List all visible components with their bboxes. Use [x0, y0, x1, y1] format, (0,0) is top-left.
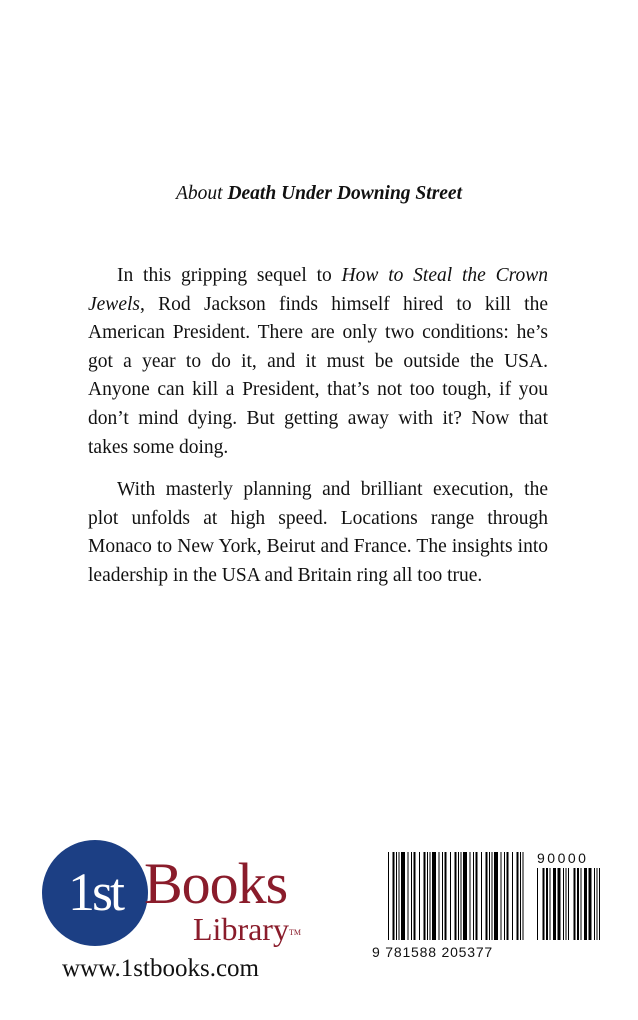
barcode-addon-digits: 90000 — [537, 850, 589, 866]
barcode-bar — [489, 852, 490, 940]
barcode-bar — [568, 868, 569, 940]
barcode-bar — [393, 852, 395, 940]
blurb-rest: , Rod Jackson finds himself hired to kill the American President. There are only two conditions: he’s got a year to do it, and it must be outside the USA. Anyone can kill a President, that’s not too tough, if you don’t mind dying. But getting away with it? Now that takes some doing. — [88, 293, 548, 458]
barcode-bar — [424, 852, 426, 940]
barcode-bar — [455, 852, 457, 940]
barcode-isbn-digits: 9 781588 205377 — [372, 944, 493, 960]
barcode-bar — [445, 852, 447, 940]
barcode-bar — [396, 852, 397, 940]
barcode-bar — [414, 852, 416, 940]
barcode-bar — [577, 868, 579, 940]
barcode-bar — [473, 852, 474, 940]
logo-library-row — [193, 912, 301, 946]
barcode-bar — [584, 868, 587, 940]
barcode-bar — [470, 852, 471, 940]
referenced-book-title: How to Steal the Crown Jewels — [88, 265, 548, 315]
barcode-bar — [442, 852, 443, 940]
barcode-bar — [432, 852, 436, 940]
barcode-bar — [481, 852, 482, 940]
logo-library-text: Library — [193, 911, 289, 947]
logo-circle-text: 1st — [67, 862, 123, 922]
barcode-bar — [594, 868, 595, 940]
publisher-logo — [42, 840, 312, 960]
barcode-bar — [439, 852, 440, 940]
barcode-bar — [430, 852, 431, 940]
barcode-bar — [543, 868, 545, 940]
barcode-bar — [463, 852, 467, 940]
barcode-bar — [399, 852, 400, 940]
barcode-bar — [566, 868, 567, 940]
barcode-bar — [411, 852, 412, 940]
about-prefix: About — [175, 183, 223, 204]
barcode-bar — [427, 852, 428, 940]
barcode-bar — [517, 852, 519, 940]
barcode-bar — [563, 868, 564, 940]
barcode-bar — [419, 852, 420, 940]
barcode-bar — [388, 852, 389, 940]
barcode-bar — [581, 868, 582, 940]
book-title: Death Under Downing Street — [227, 183, 463, 204]
blurb-paragraph-2: With masterly planning and brilliant execution, the plot unfolds at high speed. Locations range through Monaco to New York, Beirut and France. The insights into leadership in the USA and Britain ring all too true. — [88, 479, 548, 586]
barcode-bar — [512, 852, 513, 940]
barcode-bar — [458, 852, 459, 940]
logo-circle — [42, 840, 148, 946]
barcode-bar — [494, 852, 498, 940]
barcode-bar — [523, 852, 524, 940]
barcode-bar — [550, 868, 551, 940]
blurb-paragraph-1 — [88, 262, 548, 462]
barcode-bar — [492, 852, 493, 940]
barcode-bar — [574, 868, 576, 940]
about-heading — [0, 183, 638, 205]
barcode-bar — [597, 868, 598, 940]
barcode-bar — [450, 852, 451, 940]
barcode-bar — [408, 852, 409, 940]
addon-barcode-bars — [537, 868, 600, 940]
barcode-bar — [599, 868, 600, 940]
barcode-bar — [476, 852, 478, 940]
trademark-mark: TM — [288, 928, 301, 937]
barcode-bar — [558, 868, 561, 940]
main-barcode-bars — [388, 852, 524, 940]
barcode-bar — [504, 852, 505, 940]
barcode-bar — [461, 852, 462, 940]
barcode-bar — [553, 868, 556, 940]
barcode-bar — [486, 852, 488, 940]
barcode-bar — [520, 852, 521, 940]
logo-books-text: Books — [144, 851, 288, 916]
publisher-website: www.1stbooks.com — [62, 955, 259, 982]
barcode-bar — [546, 868, 548, 940]
barcode-bar — [401, 852, 405, 940]
barcode-bar — [537, 868, 538, 940]
barcode-bar — [589, 868, 592, 940]
blurb-intro: In this gripping sequel to — [117, 265, 342, 286]
barcode-bar — [501, 852, 502, 940]
barcode-bar — [507, 852, 509, 940]
